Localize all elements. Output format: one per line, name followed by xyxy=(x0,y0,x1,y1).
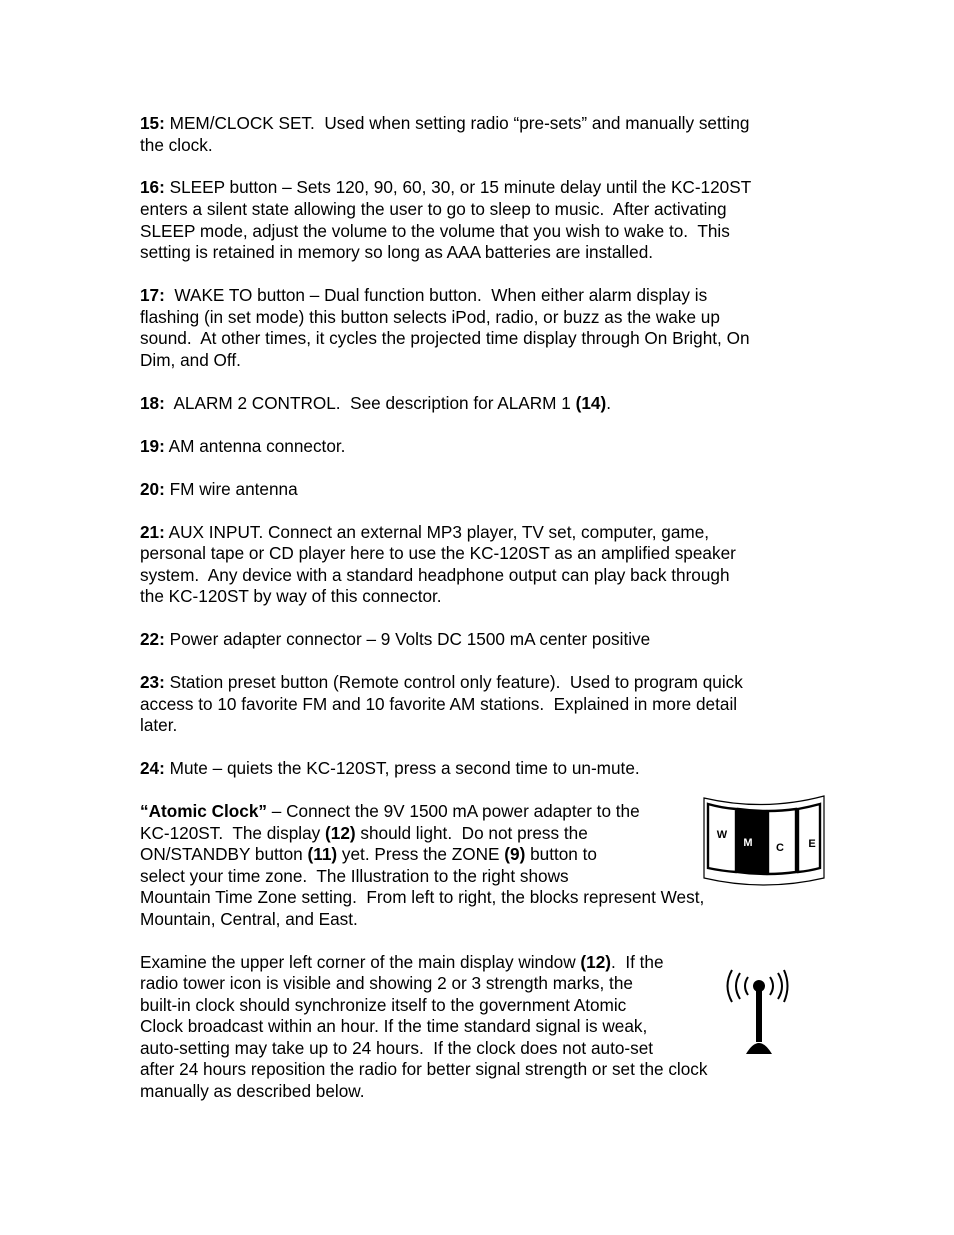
item-23-line-2: access to 10 favorite FM and 10 favorite AM stations. Explained in more detail xyxy=(140,694,738,714)
item-number: 24: xyxy=(140,758,165,778)
atomic-clock-line-1: “Atomic Clock” – Connect the 9V 1500 mA power adapter to the xyxy=(140,801,640,821)
item-17-line-1: 17: WAKE TO button – Dual function button. When either alarm display is xyxy=(140,285,708,305)
time-zone-illustration xyxy=(700,794,828,886)
item-18-line-1: 18: ALARM 2 CONTROL. See description for ALARM 1 (14). xyxy=(140,393,611,413)
examine-line-4: Clock broadcast within an hour. If the time standard signal is weak, xyxy=(140,1016,648,1036)
item-21-line-2: personal tape or CD player here to use the KC-120ST as an amplified speaker xyxy=(140,543,736,563)
reference-number: (12) xyxy=(325,823,356,843)
item-21-line-3: system. Any device with a standard headphone output can play back through xyxy=(140,565,730,585)
examine-line-2: radio tower icon is visible and showing 2 or 3 strength marks, the xyxy=(140,973,633,993)
item-number: 22: xyxy=(140,629,165,649)
atomic-clock-line-3: ON/STANDBY button (11) yet. Press the ZONE (9) button to xyxy=(140,844,597,864)
item-19-line-1: 19: AM antenna connector. xyxy=(140,436,346,456)
examine-line-7: manually as described below. xyxy=(140,1081,365,1101)
item-number: 18: xyxy=(140,393,165,413)
item-21-line-4: the KC-120ST by way of this connector. xyxy=(140,586,442,606)
zone-label-central: C xyxy=(776,842,784,854)
examine-line-6: after 24 hours reposition the radio for better signal strength or set the clock xyxy=(140,1059,708,1079)
item-16-line-1: 16: SLEEP button – Sets 120, 90, 60, 30, or 15 minute delay until the KC-120ST xyxy=(140,177,752,197)
zone-label-east: E xyxy=(808,838,816,850)
item-15-line-2: the clock. xyxy=(140,135,213,155)
item-number: 19: xyxy=(140,436,165,456)
item-16-line-3: SLEEP mode, adjust the volume to the volume that you wish to wake to. This xyxy=(140,221,730,241)
radio-tower-icon xyxy=(724,966,790,1056)
item-number: 21: xyxy=(140,522,165,542)
item-number: 15: xyxy=(140,113,165,133)
item-20-line-1: 20: FM wire antenna xyxy=(140,479,298,499)
item-number: 23: xyxy=(140,672,165,692)
examine-line-1: Examine the upper left corner of the main display window (12). If the xyxy=(140,952,664,972)
examine-line-5: auto-setting may take up to 24 hours. If the clock does not auto-set xyxy=(140,1038,654,1058)
atomic-clock-line-6: Mountain, Central, and East. xyxy=(140,909,358,929)
item-17-line-3: sound. At other times, it cycles the projected time display through On Bright, On xyxy=(140,328,750,348)
item-15-line-1: 15: MEM/CLOCK SET. Used when setting radio “pre-sets” and manually setting xyxy=(140,113,750,133)
item-23-line-3: later. xyxy=(140,715,178,735)
reference-number: (14) xyxy=(575,393,607,413)
item-number: 16: xyxy=(140,177,165,197)
item-22-line-1: 22: Power adapter connector – 9 Volts DC 1500 mA center positive xyxy=(140,629,651,649)
zone-label-west: W xyxy=(716,829,728,841)
item-16-line-2: enters a silent state allowing the user to go to sleep to music. After activating xyxy=(140,199,727,219)
item-17-line-4: Dim, and Off. xyxy=(140,350,241,370)
item-21-line-1: 21: AUX INPUT. Connect an external MP3 player, TV set, computer, game, xyxy=(140,522,710,542)
atomic-clock-line-4: select your time zone. The Illustration to the right shows xyxy=(140,866,569,886)
zone-label-mountain: M xyxy=(743,837,753,849)
item-16-line-4: setting is retained in memory so long as AAA batteries are installed. xyxy=(140,242,654,262)
item-23-line-1: 23: Station preset button (Remote control only feature). Used to program quick xyxy=(140,672,743,692)
item-24-line-1: 24: Mute – quiets the KC-120ST, press a second time to un-mute. xyxy=(140,758,640,778)
reference-number: (11) xyxy=(307,844,338,864)
atomic-clock-line-2: KC-120ST. The display (12) should light. Do not press the xyxy=(140,823,588,843)
reference-number: (12) xyxy=(580,952,611,972)
examine-line-3: built-in clock should synchronize itself to the government Atomic xyxy=(140,995,627,1015)
atomic-clock-line-5: Mountain Time Zone setting. From left to right, the blocks represent West, xyxy=(140,887,705,907)
item-number: 17: xyxy=(140,285,165,305)
item-number: 20: xyxy=(140,479,165,499)
reference-number: (9) xyxy=(504,844,526,864)
item-17-line-2: flashing (in set mode) this button selects iPod, radio, or buzz as the wake up xyxy=(140,307,720,327)
atomic-clock-heading: “Atomic Clock” xyxy=(140,801,268,821)
